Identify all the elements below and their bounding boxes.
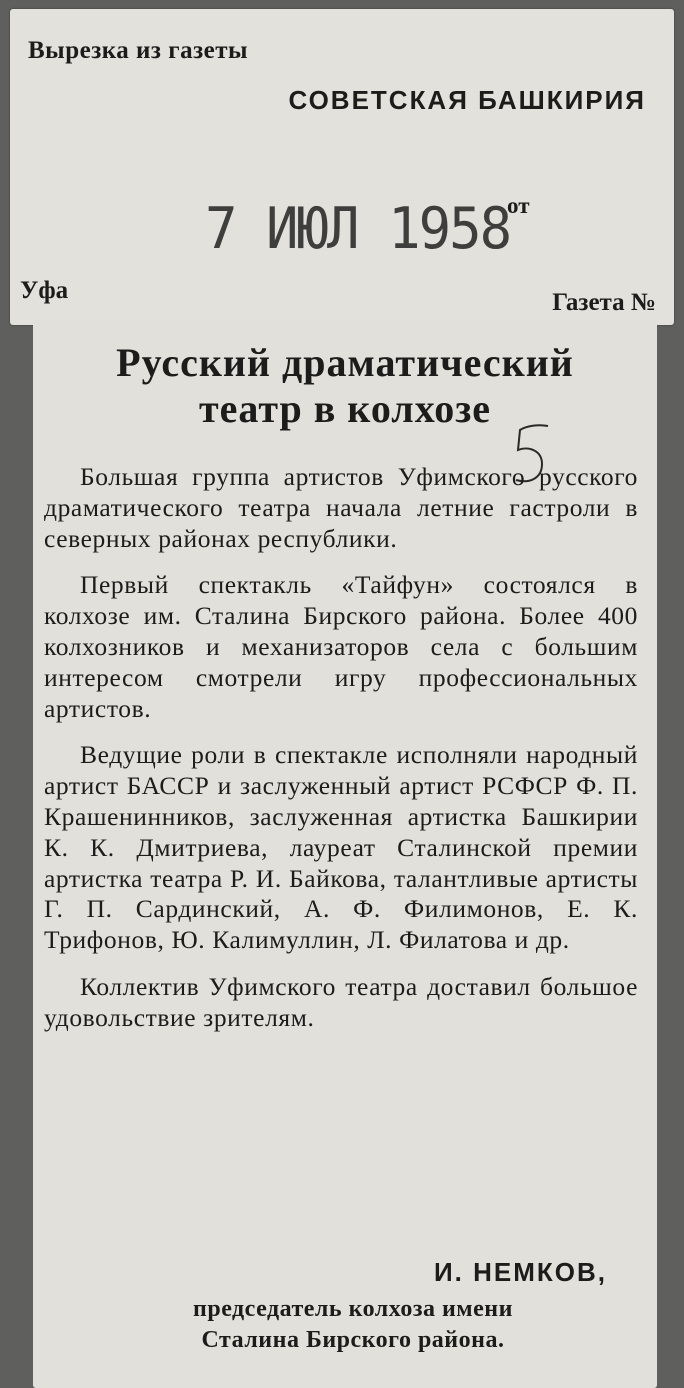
article-body — [44, 462, 638, 1050]
issue-label: Газета № — [552, 289, 656, 316]
author-name: И. НЕМКОВ, — [433, 1257, 607, 1287]
clipping-label: Вырезка из газеты — [28, 37, 249, 64]
article-paragraph-2: Первый спектакль «Тайфун» состоялся в колхозе им. Сталина Бирского района. Более 400 колхозников и механизаторов села с большим интересом смотрели игру профессиональных артистов. — [44, 570, 638, 723]
date-stamp-text: 7 ИЮЛ 1958 — [205, 195, 511, 262]
newspaper-name: СОВЕТСКАЯ БАШКИРИЯ — [288, 85, 646, 115]
author-role-line-2: Сталина Бирского района. — [201, 1327, 505, 1353]
article-paragraph-3: Ведущие роли в спектакле исполняли народный артист БАССР и заслуженный артист РСФСР Ф. П. Крашенинников, заслуженная артистка Башкирии К. К. Дмитриева, лауреат Сталинской премии артистка театра Р. И. Байкова, талантливые артисты Г. П. Сардинский, А. Ф. Филимонов, Е. К. Трифонов, Ю. Калимуллин, Л. Филатова и др. — [44, 740, 638, 955]
author-role-line-1: председатель колхоза имени — [193, 1296, 513, 1322]
date-prefix: от — [507, 193, 530, 218]
article-paragraph-1: Большая группа артистов Уфимского русского драматического театра начала летние гастроли в северных районах республики. — [44, 462, 638, 553]
article-title-line-2: театр в колхозе — [198, 386, 492, 431]
article-clipping — [33, 320, 657, 1388]
article-title — [33, 320, 657, 432]
author-role — [93, 1294, 613, 1356]
clipping-header — [10, 9, 674, 325]
city-label: Уфа — [20, 277, 69, 304]
date-stamp — [205, 195, 510, 261]
article-paragraph-4: Коллектив Уфимского театра доставил большое удовольствие зрителям. — [44, 971, 638, 1032]
article-title-line-1: Русский драматический — [116, 340, 574, 385]
